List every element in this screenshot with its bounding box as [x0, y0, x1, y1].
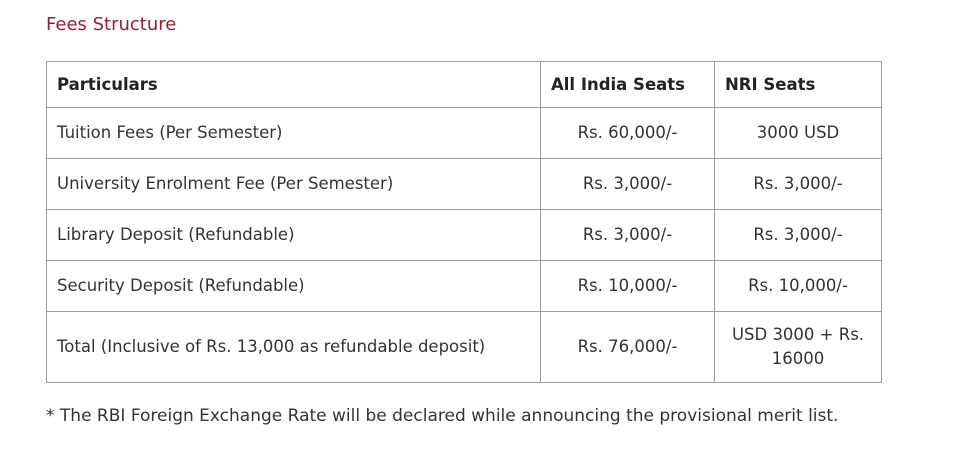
cell-particular: Security Deposit (Refundable) [47, 261, 541, 312]
cell-particular: Total (Inclusive of Rs. 13,000 as refundable deposit) [47, 312, 541, 383]
header-all-india-seats: All India Seats [541, 62, 715, 108]
footnote: * The RBI Foreign Exchange Rate will be declared while announcing the provisional merit list. [46, 406, 839, 426]
cell-particular: Library Deposit (Refundable) [47, 210, 541, 261]
fees-table [46, 61, 882, 383]
cell-nri: 3000 USD [715, 108, 882, 159]
cell-all-india: Rs. 3,000/- [541, 210, 715, 261]
cell-all-india: Rs. 10,000/- [541, 261, 715, 312]
cell-all-india: Rs. 60,000/- [541, 108, 715, 159]
header-particulars: Particulars [47, 62, 541, 108]
cell-particular: Tuition Fees (Per Semester) [47, 108, 541, 159]
section-heading: Fees Structure [46, 14, 177, 35]
cell-nri: Rs. 3,000/- [715, 210, 882, 261]
table-row-total [47, 312, 882, 383]
cell-particular: University Enrolment Fee (Per Semester) [47, 159, 541, 210]
cell-nri: Rs. 10,000/- [715, 261, 882, 312]
cell-all-india: Rs. 3,000/- [541, 159, 715, 210]
table-row [47, 108, 882, 159]
cell-all-india: Rs. 76,000/- [541, 312, 715, 383]
table-header-row [47, 62, 882, 108]
cell-nri: USD 3000 + Rs. 16000 [715, 312, 882, 383]
cell-nri: Rs. 3,000/- [715, 159, 882, 210]
header-nri-seats: NRI Seats [715, 62, 882, 108]
table-row [47, 261, 882, 312]
table-row [47, 210, 882, 261]
table-row [47, 159, 882, 210]
